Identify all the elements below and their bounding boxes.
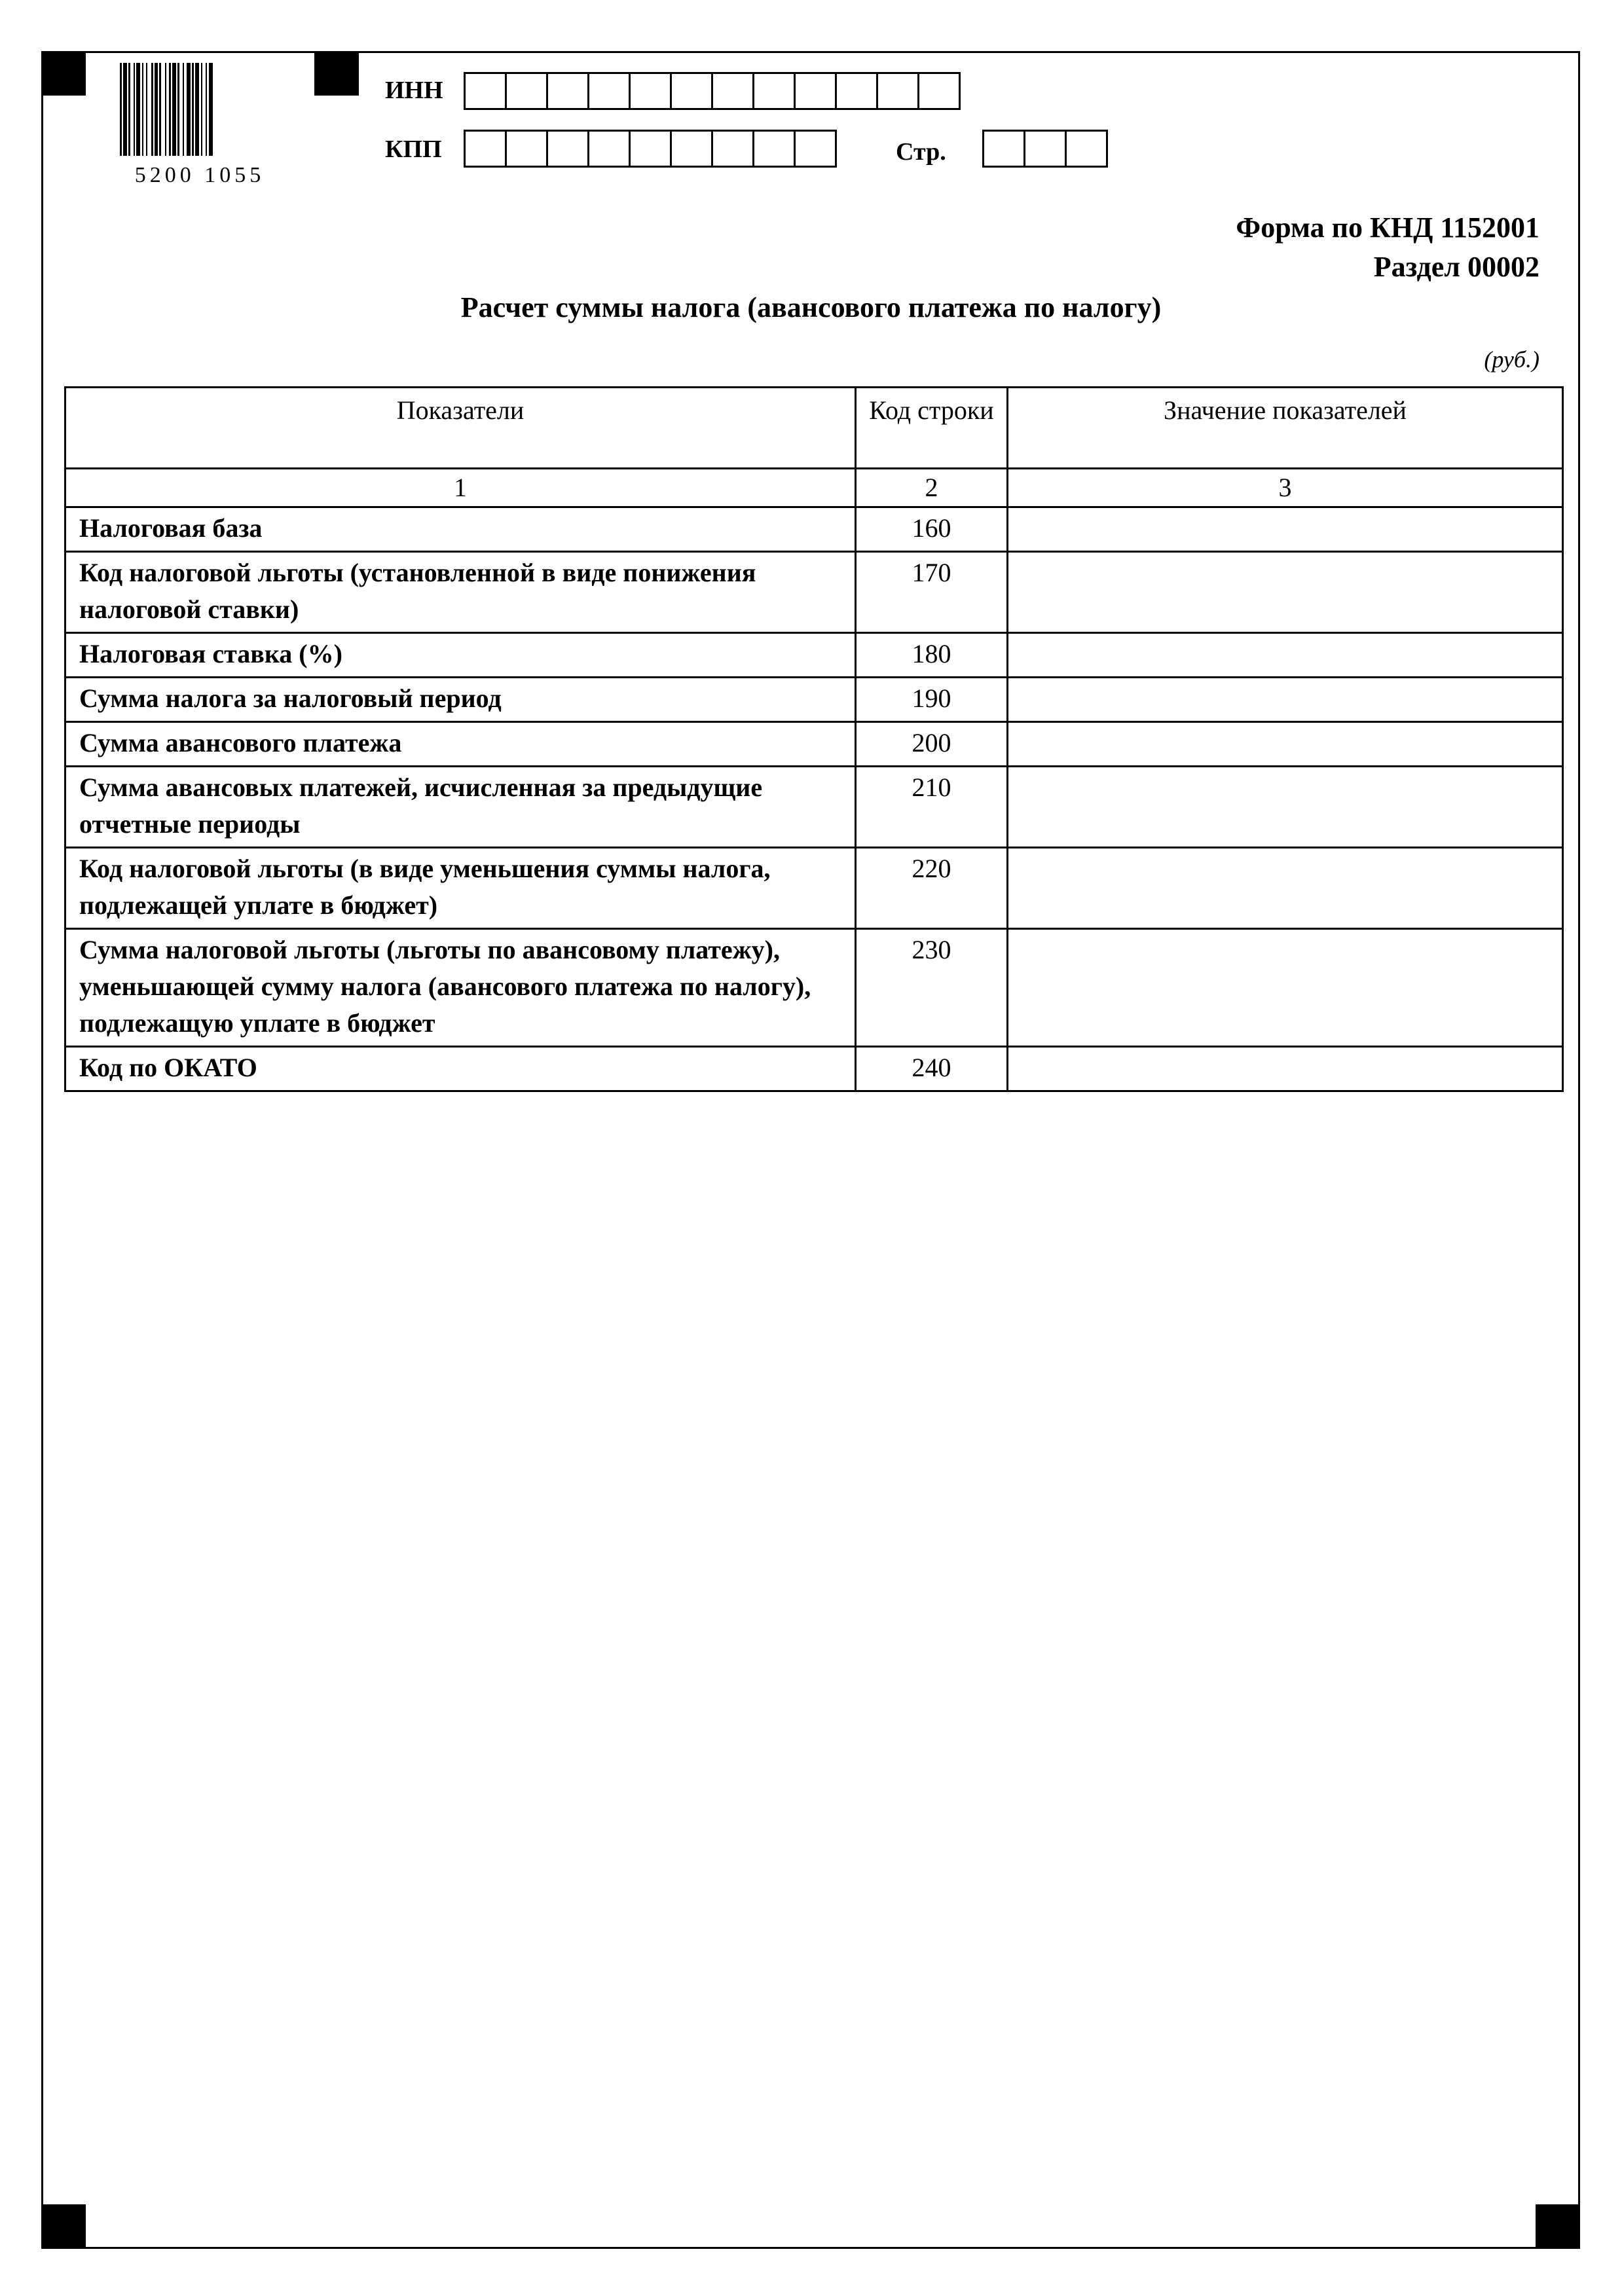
barcode-bars [120, 63, 213, 156]
inn-digit-cell[interactable] [711, 72, 754, 110]
indicator-cell: Сумма авансового платежа [65, 722, 856, 767]
inn-digit-cell[interactable] [794, 72, 837, 110]
corner-marker-bottom-left [41, 2204, 86, 2249]
inn-digit-cell[interactable] [464, 72, 507, 110]
barcode-bar [177, 63, 179, 156]
inn-digit-cell[interactable] [629, 72, 672, 110]
line-code-cell: 220 [856, 848, 1008, 929]
page-digit-cell[interactable] [1023, 130, 1067, 168]
kpp-digit-cell[interactable] [546, 130, 589, 168]
indicator-cell: Налоговая база [65, 507, 856, 552]
line-code-cell: 170 [856, 552, 1008, 633]
form-knd-title: Форма по КНД 1152001 [1236, 211, 1539, 244]
page-number-cells [982, 130, 1108, 168]
page-label: Стр. [896, 138, 946, 166]
kpp-digit-cell[interactable] [464, 130, 507, 168]
barcode-bar [195, 63, 199, 156]
form-page-frame [41, 51, 1580, 2249]
table-header-row [65, 388, 1563, 469]
line-code-cell: 180 [856, 633, 1008, 678]
inn-digit-cell[interactable] [587, 72, 631, 110]
barcode-bar [151, 63, 153, 156]
barcode-bar [120, 63, 122, 156]
main-title: Расчет суммы налога (авансового платежа по налогу) [460, 291, 1162, 323]
inn-digit-cell[interactable] [752, 72, 796, 110]
inn-digit-cell[interactable] [917, 72, 961, 110]
indicator-cell: Код налоговой льготы (установленной в виде понижения налоговой ставки) [65, 552, 856, 633]
indicator-cell: Сумма налоговой льготы (льготы по авансовому платежу), уменьшающей сумму налога (авансового платежа по налогу), подлежащую уплате в бюджет [65, 929, 856, 1047]
kpp-cells [464, 130, 837, 168]
inn-digit-cell[interactable] [876, 72, 919, 110]
corner-marker-top-right [314, 51, 359, 96]
barcode-bar [187, 63, 191, 156]
line-code-cell: 160 [856, 507, 1008, 552]
inn-digit-cell[interactable] [670, 72, 713, 110]
barcode-bar [159, 63, 161, 156]
page-digit-cell[interactable] [982, 130, 1025, 168]
corner-marker-top-left [41, 51, 86, 96]
barcode-bar [172, 63, 176, 156]
barcode-bar [134, 63, 135, 156]
kpp-digit-cell[interactable] [670, 130, 713, 168]
kpp-digit-cell[interactable] [711, 130, 754, 168]
kpp-digit-cell[interactable] [794, 130, 837, 168]
barcode-bar [155, 63, 158, 156]
line-code-cell: 240 [856, 1047, 1008, 1091]
value-cell[interactable] [1008, 1047, 1563, 1091]
kpp-label: КПП [385, 136, 442, 163]
column-header-indicators: Показатели [65, 388, 856, 469]
value-cell[interactable] [1008, 848, 1563, 929]
calculation-table [64, 386, 1564, 1092]
inn-label: ИНН [385, 77, 443, 104]
kpp-digit-cell[interactable] [752, 130, 796, 168]
page-digit-cell[interactable] [1065, 130, 1108, 168]
unit-label: (руб.) [1484, 346, 1539, 373]
section-title: Раздел 00002 [1373, 251, 1539, 283]
kpp-digit-cell[interactable] [629, 130, 672, 168]
corner-marker-bottom-right [1536, 2204, 1580, 2249]
barcode-bar [209, 63, 213, 156]
table-row [65, 1047, 1563, 1091]
kpp-digit-cell[interactable] [505, 130, 548, 168]
barcode-bar [123, 63, 127, 156]
indicator-cell: Сумма авансовых платежей, исчисленная за предыдущие отчетные периоды [65, 767, 856, 848]
value-cell[interactable] [1008, 633, 1563, 678]
line-code-cell: 190 [856, 678, 1008, 722]
table-row [65, 552, 1563, 633]
column-number: 1 [65, 469, 856, 507]
table-row [65, 929, 1563, 1047]
line-code-cell: 230 [856, 929, 1008, 1047]
barcode-bar [206, 63, 207, 156]
table-row [65, 722, 1563, 767]
table-row [65, 507, 1563, 552]
column-header-values: Значение показателей [1008, 388, 1563, 469]
barcode-bar [142, 63, 143, 156]
indicator-cell: Код по ОКАТО [65, 1047, 856, 1091]
column-header-line-code: Код строки [856, 388, 1008, 469]
column-number-row [65, 469, 1563, 507]
kpp-digit-cell[interactable] [587, 130, 631, 168]
line-code-cell: 200 [856, 722, 1008, 767]
barcode-bar [169, 63, 171, 156]
indicator-cell: Налоговая ставка (%) [65, 633, 856, 678]
value-cell[interactable] [1008, 722, 1563, 767]
line-code-cell: 210 [856, 767, 1008, 848]
value-cell[interactable] [1008, 929, 1563, 1047]
inn-digit-cell[interactable] [546, 72, 589, 110]
column-number: 2 [856, 469, 1008, 507]
indicator-cell: Код налоговой льготы (в виде уменьшения суммы налога, подлежащей уплате в бюджет) [65, 848, 856, 929]
table-row [65, 678, 1563, 722]
value-cell[interactable] [1008, 678, 1563, 722]
barcode-bar [128, 63, 130, 156]
table-row [65, 767, 1563, 848]
barcode-digits: 5200 1055 [134, 163, 265, 185]
inn-digit-cell[interactable] [505, 72, 548, 110]
inn-cells [464, 72, 961, 110]
barcode-bar [201, 63, 202, 156]
column-number: 3 [1008, 469, 1563, 507]
barcode-bar [136, 63, 140, 156]
barcode [115, 60, 285, 185]
barcode-bar [146, 63, 147, 156]
barcode-bar [192, 63, 194, 156]
table-row [65, 848, 1563, 929]
value-cell[interactable] [1008, 767, 1563, 848]
table-row [65, 633, 1563, 678]
inn-digit-cell[interactable] [835, 72, 878, 110]
value-cell[interactable] [1008, 552, 1563, 633]
value-cell[interactable] [1008, 507, 1563, 552]
indicator-cell: Сумма налога за налоговый период [65, 678, 856, 722]
barcode-bar [165, 63, 166, 156]
barcode-bar [183, 63, 184, 156]
